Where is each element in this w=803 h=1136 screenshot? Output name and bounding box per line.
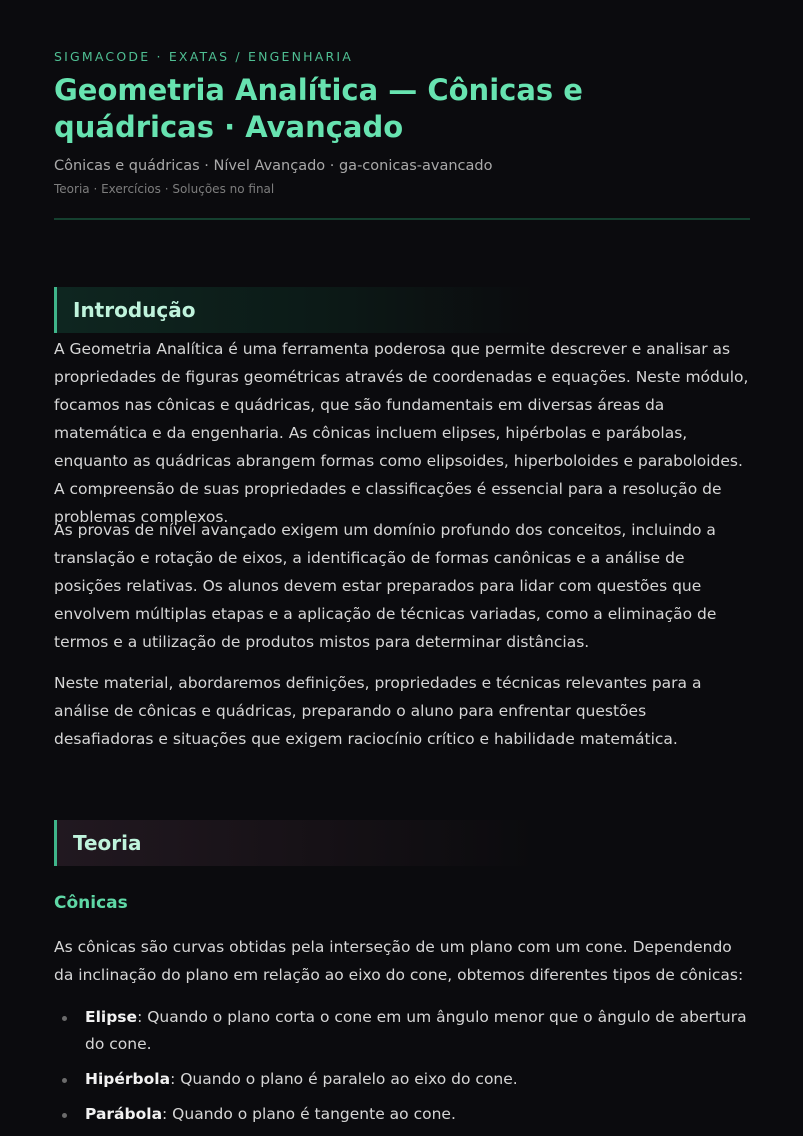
subsection-heading-conicas: Cônicas bbox=[54, 893, 128, 913]
page-meta: Teoria · Exercícios · Soluções no final bbox=[54, 182, 275, 196]
page-title: Geometria Analítica — Cônicas e quádricas · Avançado bbox=[54, 73, 583, 144]
intro-paragraph: A Geometria Analítica é uma ferramenta poderosa que permite descrever e analisar as propriedades de figuras geométricas através de coordenadas e equações. Neste módulo, focamos nas cônicas e quádricas, que são fundamentais em diversas áreas da matemática e da engenharia. As cônicas incluem elipses, hipérbolas e parábolas, enquanto as quádricas abrangem formas como elipsoides, hiperboloides e paraboloides. A compreensão de suas propriedades e classificações é essencial para a resolução de problemas complexos. bbox=[54, 340, 749, 526]
conic-types-list bbox=[54, 1004, 750, 1136]
bullet-dot-icon bbox=[62, 1113, 67, 1118]
list-item bbox=[54, 1004, 750, 1058]
bullet-dot-icon bbox=[62, 1016, 67, 1021]
list-item-term: Hipérbola bbox=[85, 1070, 171, 1088]
list-item-term: Elipse bbox=[85, 1008, 138, 1026]
intro-paragraph: As provas de nível avançado exigem um domínio profundo dos conceitos, incluindo a translação e rotação de eixos, a identificação de formas canônicas e a análise de posições relativas. Os alunos devem estar preparados para lidar com questões que envolvem múltiplas etapas e a aplicação de técnicas variadas, como a eliminação de termos e a utilização de produtos mistos para determinar distâncias. bbox=[54, 521, 717, 651]
intro-paragraph: Neste material, abordaremos definições, propriedades e técnicas relevantes para a análise de cônicas e quádricas, preparando o aluno para enfrentar questões desafiadoras e situações que exigem raciocínio crítico e habilidade matemática. bbox=[54, 674, 702, 748]
list-item bbox=[54, 1101, 750, 1128]
section-heading-introducao: Introdução bbox=[54, 287, 534, 333]
list-item bbox=[54, 1066, 750, 1093]
theory-paragraph: As cônicas são curvas obtidas pela interseção de um plano com um cone. Dependendo da inclinação do plano em relação ao eixo do cone, obtemos diferentes tipos de cônicas: bbox=[54, 938, 744, 984]
bullet-dot-icon bbox=[62, 1078, 67, 1083]
list-item-text: : Quando o plano corta o cone em um ângulo menor que o ângulo de abertura do cone. bbox=[85, 1008, 747, 1053]
list-item-text: : Quando o plano é paralelo ao eixo do cone. bbox=[170, 1070, 518, 1088]
page-subtitle: Cônicas e quádricas · Nível Avançado · ga-conicas-avancado bbox=[54, 158, 493, 174]
header-divider bbox=[54, 218, 750, 220]
breadcrumb-kicker: SIGMACODE · EXATAS / ENGENHARIA bbox=[54, 49, 354, 64]
section-heading-teoria: Teoria bbox=[54, 820, 534, 866]
list-item-term: Parábola bbox=[85, 1105, 163, 1123]
list-item-text: : Quando o plano é tangente ao cone. bbox=[162, 1105, 456, 1123]
